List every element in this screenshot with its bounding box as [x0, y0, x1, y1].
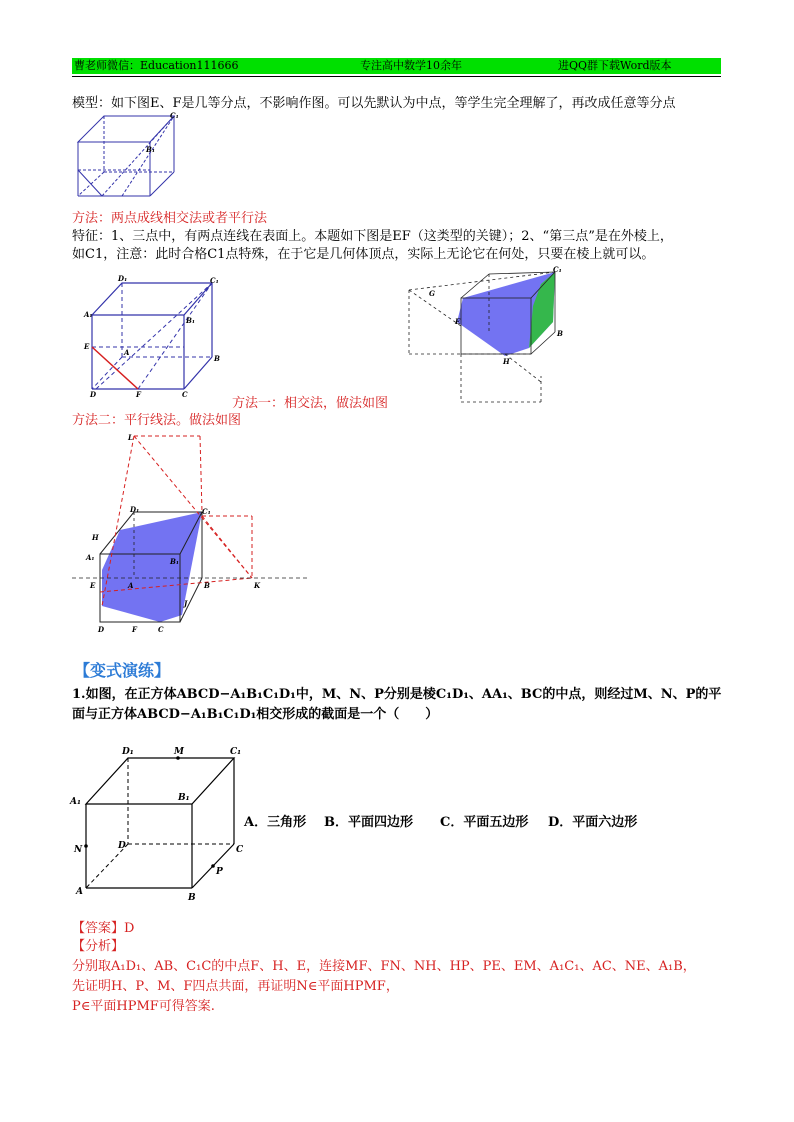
label-c1: C₁	[210, 276, 219, 285]
method2-caption: 方法二：平行线法。做法如图	[72, 413, 242, 428]
header-right: 进QQ群下载Word版本	[558, 59, 672, 72]
question-line-2: 面与正方体ABCD−A₁B₁C₁D₁相交形成的截面是一个（ ）	[72, 707, 439, 722]
label-h: H	[503, 357, 510, 366]
label-c1: C₁	[202, 507, 211, 516]
page-header	[72, 58, 721, 74]
label-b: B	[557, 329, 563, 338]
figure-question-cube	[70, 742, 250, 904]
label-j: J	[184, 599, 188, 608]
figure-section-method2	[72, 430, 312, 635]
label-d1: D₁	[122, 747, 134, 757]
label-c: C	[236, 845, 244, 855]
label-b: B	[214, 354, 220, 363]
label-k: K	[254, 581, 261, 590]
label-n: N	[74, 845, 83, 855]
label-a1: A₁	[86, 553, 95, 562]
label-h: H	[92, 533, 99, 542]
label-c1: C₁	[230, 747, 242, 757]
label-e: E	[84, 342, 90, 351]
header-left: 曹老师微信：Education111666	[74, 59, 239, 72]
analysis-line-3: P∈平面HPMF可得答案.	[72, 999, 215, 1014]
option-b[interactable]: B．平面四边形	[324, 815, 413, 830]
label-a1: A₁	[70, 797, 81, 807]
figure-section-method1	[405, 266, 565, 406]
label-g: G	[429, 289, 435, 298]
label-c: C	[158, 625, 164, 634]
label-l: L	[128, 433, 133, 442]
label-d1: D₁	[130, 505, 140, 514]
figure-model-cube	[74, 112, 186, 202]
header-center: 专注高中数学10余年	[360, 59, 462, 72]
analysis-line-2: 先证明H、P、M、F四点共面，再证明N∈平面HPMF，	[72, 979, 399, 994]
model-text: 模型：如下图E、F是几等分点，不影响作图。可以先默认为中点，等学生完全理解了，再改成任意等分点	[72, 96, 676, 111]
label-c1: C₁	[553, 265, 562, 274]
label-d: D	[98, 625, 105, 634]
feature-line-2: 如C1，注意：此时合格C1点特殊，在于它是几何体顶点，实际上无论它在何处，只要在棱上就可以。	[72, 247, 655, 262]
answer: 【答案】D	[72, 921, 135, 936]
label-a: A	[76, 887, 83, 897]
label-d: D	[118, 841, 126, 851]
option-a[interactable]: A．三角形	[244, 815, 307, 830]
method-title: 方法：两点成线相交法或者平行法	[72, 211, 268, 226]
analysis-line-1: 分别取A₁D₁、AB、C₁C的中点F、H、E，连接MF、FN、NH、HP、PE、EM、A₁C₁、AC、NE、A₁B，	[72, 959, 696, 974]
header-divider	[72, 76, 721, 77]
label-b: B	[204, 581, 210, 590]
label-d1: D₁	[118, 274, 128, 283]
label-b: B	[188, 893, 196, 903]
label-a: A	[124, 348, 130, 357]
label-e: E	[90, 581, 96, 590]
label-p: P	[216, 867, 223, 877]
label-d: D	[90, 390, 97, 399]
label-b1: B₁	[186, 316, 195, 325]
section-title: 【变式演练】	[74, 661, 171, 680]
label-e: E	[455, 317, 461, 326]
label-f: F	[132, 625, 137, 634]
question-line-1: 1.如图，在正方体ABCD−A₁B₁C₁D₁中，M、N、P分别是棱C₁D₁、AA₁、BC的中点，则经过M、N、P的平	[72, 687, 722, 702]
label-b1: B₁	[170, 557, 179, 566]
feature-line-1: 特征：1、三点中，有两点连线在表面上。本题如下图是EF（这类型的关键）；2、“第三点”是在外棱上，	[72, 229, 673, 244]
analysis-title: 【分析】	[72, 939, 125, 954]
figure-cube-ef	[84, 275, 224, 400]
label-c1: C₁	[170, 111, 179, 120]
method1-caption: 方法一：相交法，做法如图	[232, 396, 389, 411]
label-f: F	[136, 390, 141, 399]
option-d[interactable]: D．平面六边形	[548, 815, 638, 830]
label-a1: A₁	[84, 310, 93, 319]
label-m: M	[174, 747, 184, 757]
label-a: A	[128, 581, 134, 590]
label-b1: B₁	[146, 145, 155, 154]
option-c[interactable]: C．平面五边形	[440, 815, 529, 830]
label-c: C	[182, 390, 188, 399]
label-b1: B₁	[178, 793, 190, 803]
